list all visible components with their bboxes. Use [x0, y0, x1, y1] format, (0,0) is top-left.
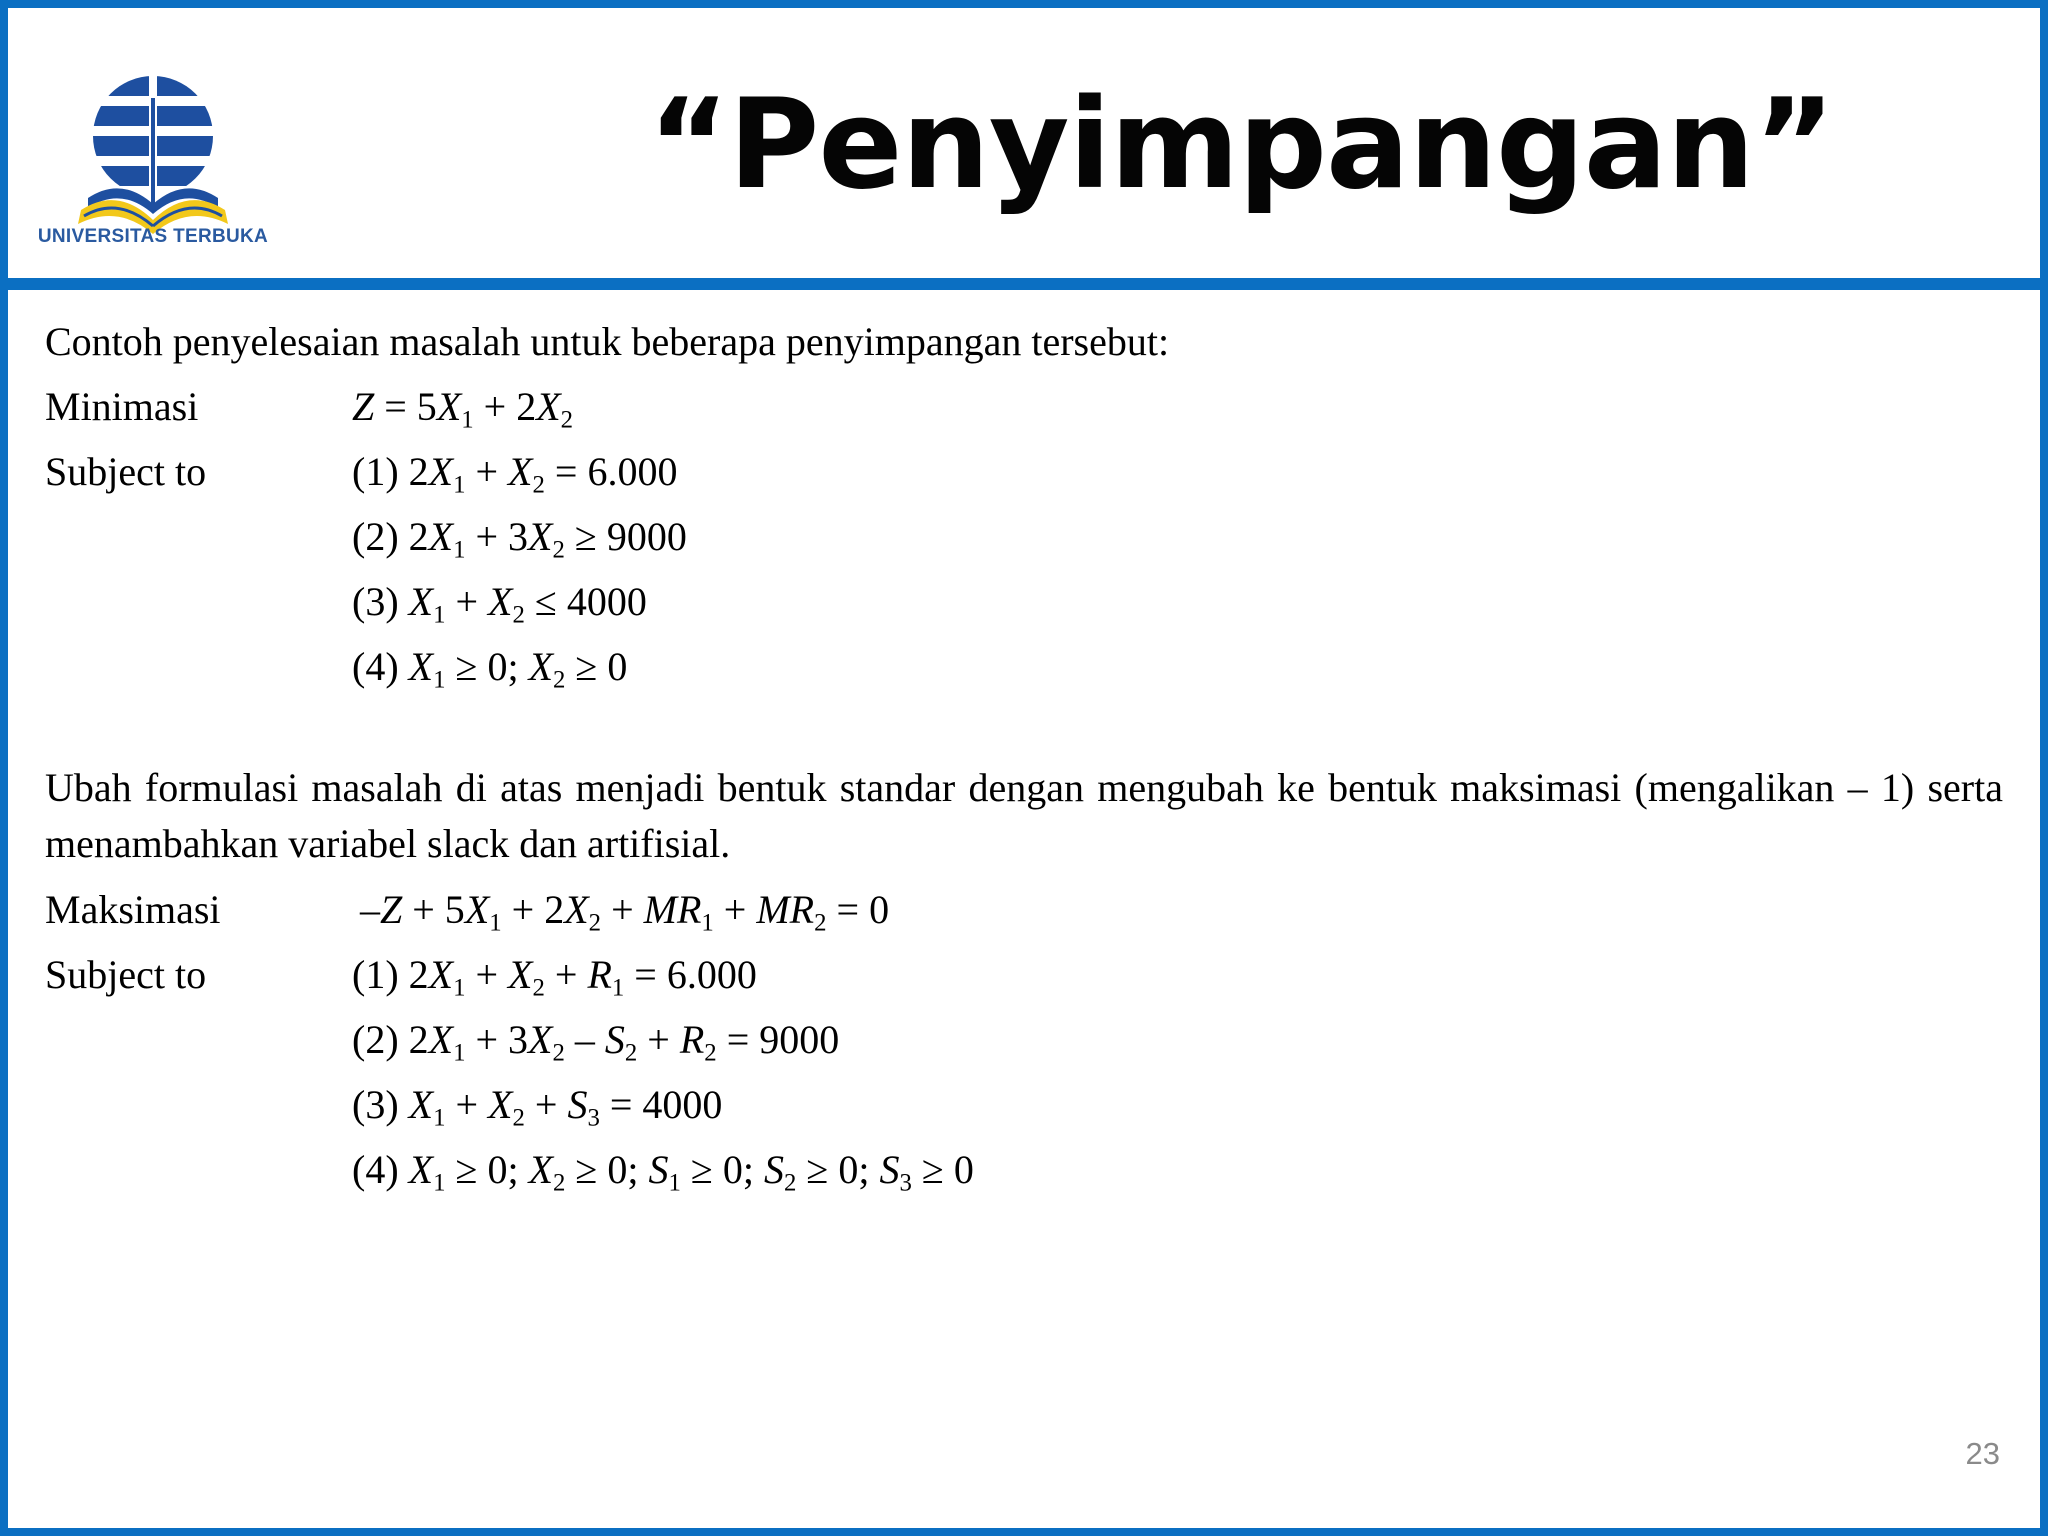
explanation-paragraph: Ubah formulasi masalah di atas menjadi bentuk standar dengan mengubah ke bentuk maksimasi (mengalikan – 1) serta menambahkan variabel slack dan artifisial.: [45, 765, 2003, 866]
std-constraint-4-formula: (4) $X_1 \ge 0$; $X_2 \ge 0$; $S_1 \ge 0$; $S_2 \ge 0$; $S_3 \ge 0$: [352, 1147, 974, 1197]
std-constraint-3-line: [45, 1075, 2003, 1140]
constraint-4-formula: (4) $X_1 \ge 0$; $X_2 \ge 0$: [352, 644, 628, 694]
constraint-4-line: [45, 637, 2003, 702]
std-constraint-2-line: [45, 1010, 2003, 1075]
std-constraint-2-formula: (2) $2X_1 + 3X_2 - S_2 + R_2 = 9000$: [352, 1017, 840, 1067]
spacer: [45, 702, 2003, 760]
constraint-2-line: [45, 507, 2003, 572]
objective-formula: $Z = 5X_1 + 2X_2$: [352, 384, 574, 434]
std-constraint-4-line: [45, 1140, 2003, 1205]
page-number: 23: [1965, 1436, 2000, 1471]
header-divider: [0, 278, 2048, 290]
slide-header: [8, 8, 2040, 280]
std-subject-to-label: Subject to: [45, 952, 207, 997]
std-constraint-1-formula: (1) $2X_1 + X_2 + R_1 = 6.000$: [352, 952, 757, 1002]
objective-line: [45, 377, 2003, 442]
std-objective-label: Maksimasi: [45, 887, 221, 932]
intro-text: Contoh penyelesaian masalah untuk beberapa penyimpangan tersebut:: [45, 319, 1170, 364]
constraint-3-formula: (3) $X_1 + X_2 \le 4000$: [352, 579, 647, 629]
logo-caption: UNIVERSITAS TERBUKA: [37, 226, 269, 247]
std-objective-line: [45, 880, 2003, 945]
slide-body: [45, 312, 2003, 1205]
constraint-1-line: [45, 442, 2003, 507]
std-constraint-1-line: [45, 945, 2003, 1010]
intro-line: [45, 312, 2003, 377]
objective-label: Minimasi: [45, 384, 199, 429]
constraint-3-line: [45, 572, 2003, 637]
std-objective-formula: $-Z + 5X_1 + 2X_2 + MR_1 + MR_2 = 0$: [360, 887, 890, 937]
std-constraint-3-formula: (3) $X_1 + X_2 + S_3 = 4000$: [352, 1082, 723, 1132]
constraint-2-formula: (2) $2X_1 + 3X_2 \ge 9000$: [352, 514, 687, 564]
slide-title: “Penyimpangan”: [648, 73, 1835, 217]
constraint-1-formula: (1) $2X_1 + X_2 = 6.000$: [352, 449, 678, 499]
subject-to-label: Subject to: [45, 449, 207, 494]
